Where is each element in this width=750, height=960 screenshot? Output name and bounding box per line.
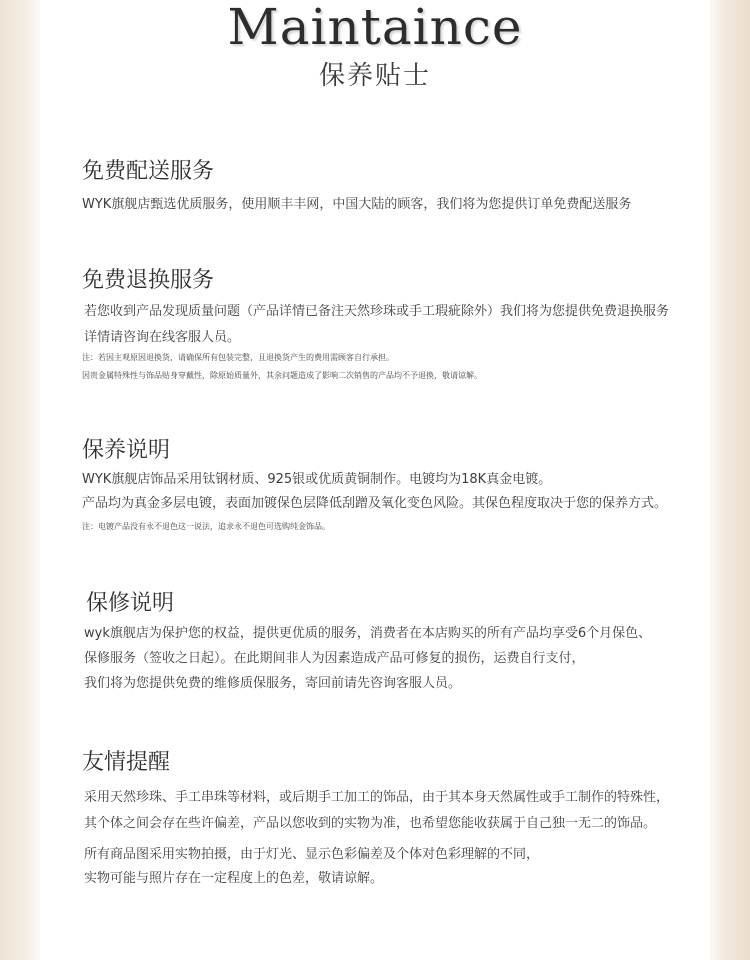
returns-note: 注：若因主观原因退换货，请确保所有包装完整，且退换货产生的费用需顾客自行承担。 [82,353,394,362]
section-title-shipping: 免费配送服务 [82,159,215,184]
care-text: WYK旗舰店饰品采用钛钢材质、925银或优质黄铜制作。电镀均为18K真金电镀。 [82,472,552,487]
warranty-text: wyk旗舰店为保护您的权益，提供更优质的服务，消费者在本店购买的所有产品均享受6个月保色、 [84,626,652,641]
warranty-text: 我们将为您提供免费的维修质保服务，寄回前请先咨询客服人员。 [84,676,462,691]
returns-note: 因贵金属特殊性与饰品贴身穿戴性，除原始质量外，其余问题造成了影响二次销售的产品均不予退换，敬请谅解。 [82,371,482,380]
reminder-text: 其个体之间会存在些许偏差，产品以您收到的实物为准，也希望您能收获属于自己独一无二的饰品。 [84,816,657,831]
section-title-care: 保养说明 [82,438,171,463]
warranty-text: 保修服务（签收之日起）。在此期间非人为因素造成产品可修复的损伤，运费自行支付， [84,651,585,666]
reminder-text: 采用天然珍珠、手工串珠等材料，或后期手工加工的饰品，由于其本身天然属性或手工制作的特殊性， [84,790,670,805]
section-title-warranty: 保修说明 [86,591,175,616]
reminder-text: 所有商品图采用实物拍摄，由于灯光、显示色彩偏差及个体对色彩理解的不同， [84,847,540,862]
care-note: 注：电镀产品没有永不退色这一说法，追求永不退色可选购纯金饰品。 [82,522,330,531]
page-subtitle: 保养贴士 [318,61,431,91]
care-text: 产品均为真金多层电镀，表面加镀保色层降低刮蹭及氧化变色风险。其保色程度取决于您的保养方式。 [82,496,668,511]
page-title: Maintaince [227,0,523,56]
returns-text: 详情请咨询在线客服人员。 [84,330,241,345]
section-title-returns: 免费退换服务 [82,268,215,293]
section-title-reminder: 友情提醒 [82,750,171,775]
returns-text: 若您收到产品发现质量问题（产品详情已备注天然珍珠或手工瑕疵除外）我们将为您提供免费退换服务 [84,304,670,319]
reminder-text: 实物可能与照片存在一定程度上的色差，敬请谅解。 [84,871,384,886]
shipping-text: WYK旗舰店甄选优质服务，使用顺丰丰网，中国大陆的顾客，我们将为您提供订单免费配送服务 [82,197,632,212]
